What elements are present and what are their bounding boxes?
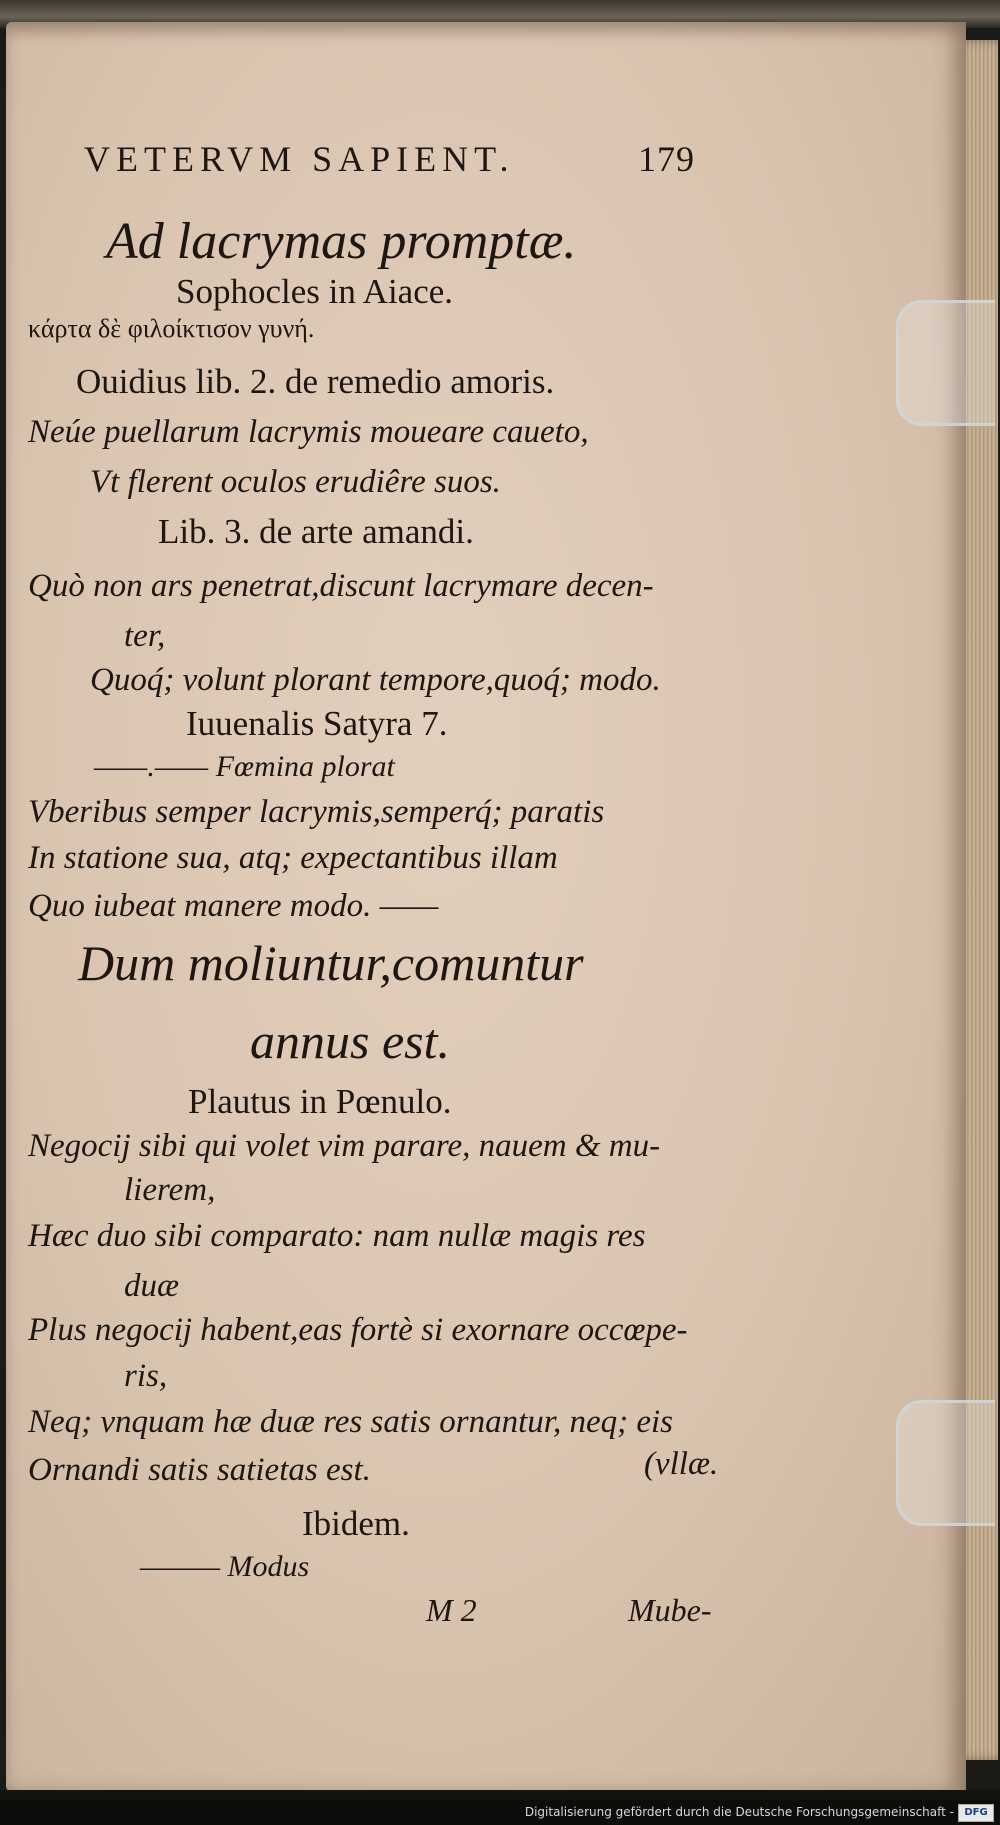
verse-line: Quoq́; volunt plorant tempore,quoq́; modo. — [90, 662, 661, 698]
page-clip-bottom — [896, 1400, 995, 1526]
section-heading-2: Dum moliuntur,comuntur — [78, 935, 584, 991]
digitization-footer — [0, 1800, 1000, 1825]
catchword: Mube- — [628, 1592, 712, 1628]
dfg-logo — [958, 1804, 994, 1822]
text-line: Sophocles in Aiace. — [176, 272, 454, 311]
verse-line: Plus negocij habent,eas fortè si exornare occœpe- — [28, 1312, 688, 1348]
section-heading-2-cont: annus est. — [250, 1013, 450, 1069]
verse-line: Neúe puellarum lacrymis moueare caueto, — [28, 414, 589, 450]
verse-line: In statione sua, atq; expectantibus illam — [28, 840, 558, 876]
verse-line: Ornandi satis satietas est. — [28, 1452, 371, 1488]
verse-line: ris, — [124, 1358, 168, 1394]
verse-line: ——.—— Fœmina plorat — [94, 750, 395, 783]
verse-line: Vt flerent oculos erudiêre suos. — [90, 464, 501, 500]
text-line: Ouidius lib. 2. de remedio amoris. — [76, 362, 555, 401]
verse-line: duæ — [124, 1268, 180, 1304]
verse-turnover: (vllæ. — [644, 1446, 719, 1482]
text-line: Lib. 3. de arte amandi. — [158, 512, 474, 551]
verse-line: lierem, — [124, 1172, 216, 1208]
verse-line: Negocij sibi qui volet vim parare, nauem & mu- — [28, 1128, 661, 1164]
verse-line: Neq; vnquam hæ duæ res satis ornantur, neq; eis — [28, 1404, 674, 1440]
verse-line: ——— Modus — [140, 1550, 310, 1583]
page-clip-top — [896, 300, 995, 426]
verse-line: Quò non ars penetrat,discunt lacrymare decen- — [28, 568, 654, 604]
page-number: 179 — [638, 139, 695, 179]
verse-line: Hæc duo sibi comparato: nam nullæ magis res — [28, 1218, 646, 1254]
text-line: Iuuenalis Satyra 7. — [186, 704, 448, 743]
text-line: Plautus in Pœnulo. — [188, 1082, 452, 1121]
verse-line: Quo iubeat manere modo. —— — [28, 888, 439, 924]
running-head — [84, 138, 695, 180]
text-line: Ibidem. — [302, 1504, 410, 1543]
signature-mark: M 2 — [426, 1592, 477, 1628]
greek-line: κάρτα δὲ φιλοίκτισον γυνή. — [28, 314, 315, 343]
verse-line: ter, — [124, 618, 166, 654]
dfg-logo-text: DFG — [964, 1807, 988, 1818]
funding-credit: Digitalisierung gefördert durch die Deutsche Forschungsgemeinschaft - — [524, 1805, 954, 1819]
running-title: VETERVM SAPIENT. — [84, 139, 515, 179]
verse-line: Vberibus semper lacrymis,semperq́; paratis — [28, 794, 605, 830]
book-page — [6, 22, 966, 1792]
book-bottom-edge — [0, 1790, 1000, 1800]
section-heading-1: Ad lacrymas promptæ. — [106, 213, 577, 270]
